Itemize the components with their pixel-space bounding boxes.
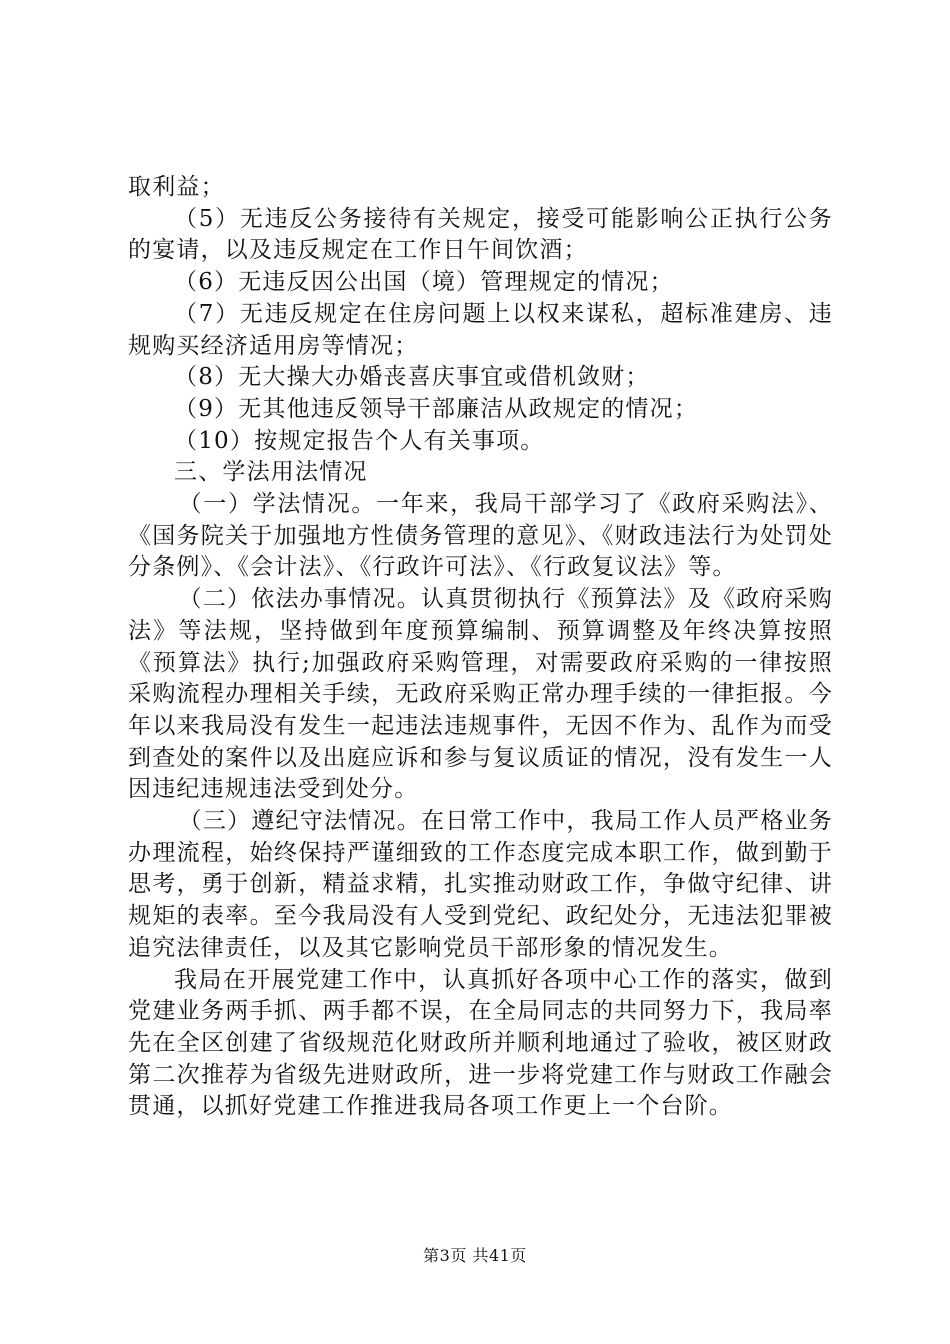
paragraph-item-8: （8）无大操大办婚丧喜庆事宜或借机敛财； (174, 364, 650, 391)
section-heading: 三、学法用法情况 (174, 459, 368, 486)
paragraph-study-law: （一）学法情况。一年来，我局干部学习了《政府采购法》、《国务院关于加强地方性债务管理的意见》、《财政违法行为处罚处分条例》、《会计法》、《行政许可法》、《行政复议法》等。 (128, 491, 833, 581)
paragraph-lawful-work: （二）依法办事情况。认真贯彻执行《预算法》及《政府采购法》等法规，坚持做到年度预算编制、预算调整及年终决算按照《预算法》执行;加强政府采购管理，对需要政府采购的一律按照采购流程办理相关手续，无政府采购正常办理手续的一律拒报。今年以来我局没有发生一起违法违规事件，无因不作为、乱作为而受到查处的案件以及出庭应诉和参与复议质证的情况，没有发生一人因违纪违规违法受到处分。 (128, 586, 833, 803)
paragraph-item-7: （7）无违反规定在住房问题上以权来谋私，超标准建房、违规购买经济适用房等情况； (128, 300, 833, 359)
page-number-footer: 第3页 共41页 (423, 1246, 527, 1265)
paragraph-item-9: （9）无其他违反领导干部廉洁从政规定的情况； (174, 395, 699, 422)
paragraph-discipline: （三）遵纪守法情况。在日常工作中，我局工作人员严格业务办理流程，始终保持严谨细致的工作态度完成本职工作，做到勤于思考，勇于创新，精益求精，扎实推动财政工作，争做守纪律、讲规矩的表率。至今我局没有人受到党纪、政纪处分，无违法犯罪被追究法律责任，以及其它影响党员干部形象的情况发生。 (128, 808, 833, 961)
paragraph-item-5: （5）无违反公务接待有关规定，接受可能影响公正执行公务的宴请，以及违反规定在工作日午间饮酒； (128, 205, 833, 264)
paragraph-item-10: （10）按规定报告个人有关事项。 (174, 427, 545, 454)
paragraph-conclusion: 我局在开展党建工作中，认真抓好各项中心工作的落实，做到党建业务两手抓、两手都不误，在全局同志的共同努力下，我局率先在全区创建了省级规范化财政所并顺利地通过了验收，被区财政第二次推荐为省级先进财政所，进一步将党建工作与财政工作融会贯通，以抓好党建工作推进我局各项工作更上一个台阶。 (128, 966, 833, 1120)
paragraph-item-6: （6）无违反因公出国（境）管理规定的情况； (174, 269, 674, 296)
document-body (128, 172, 833, 1123)
paragraph-continuation: 取利益； (128, 174, 225, 200)
